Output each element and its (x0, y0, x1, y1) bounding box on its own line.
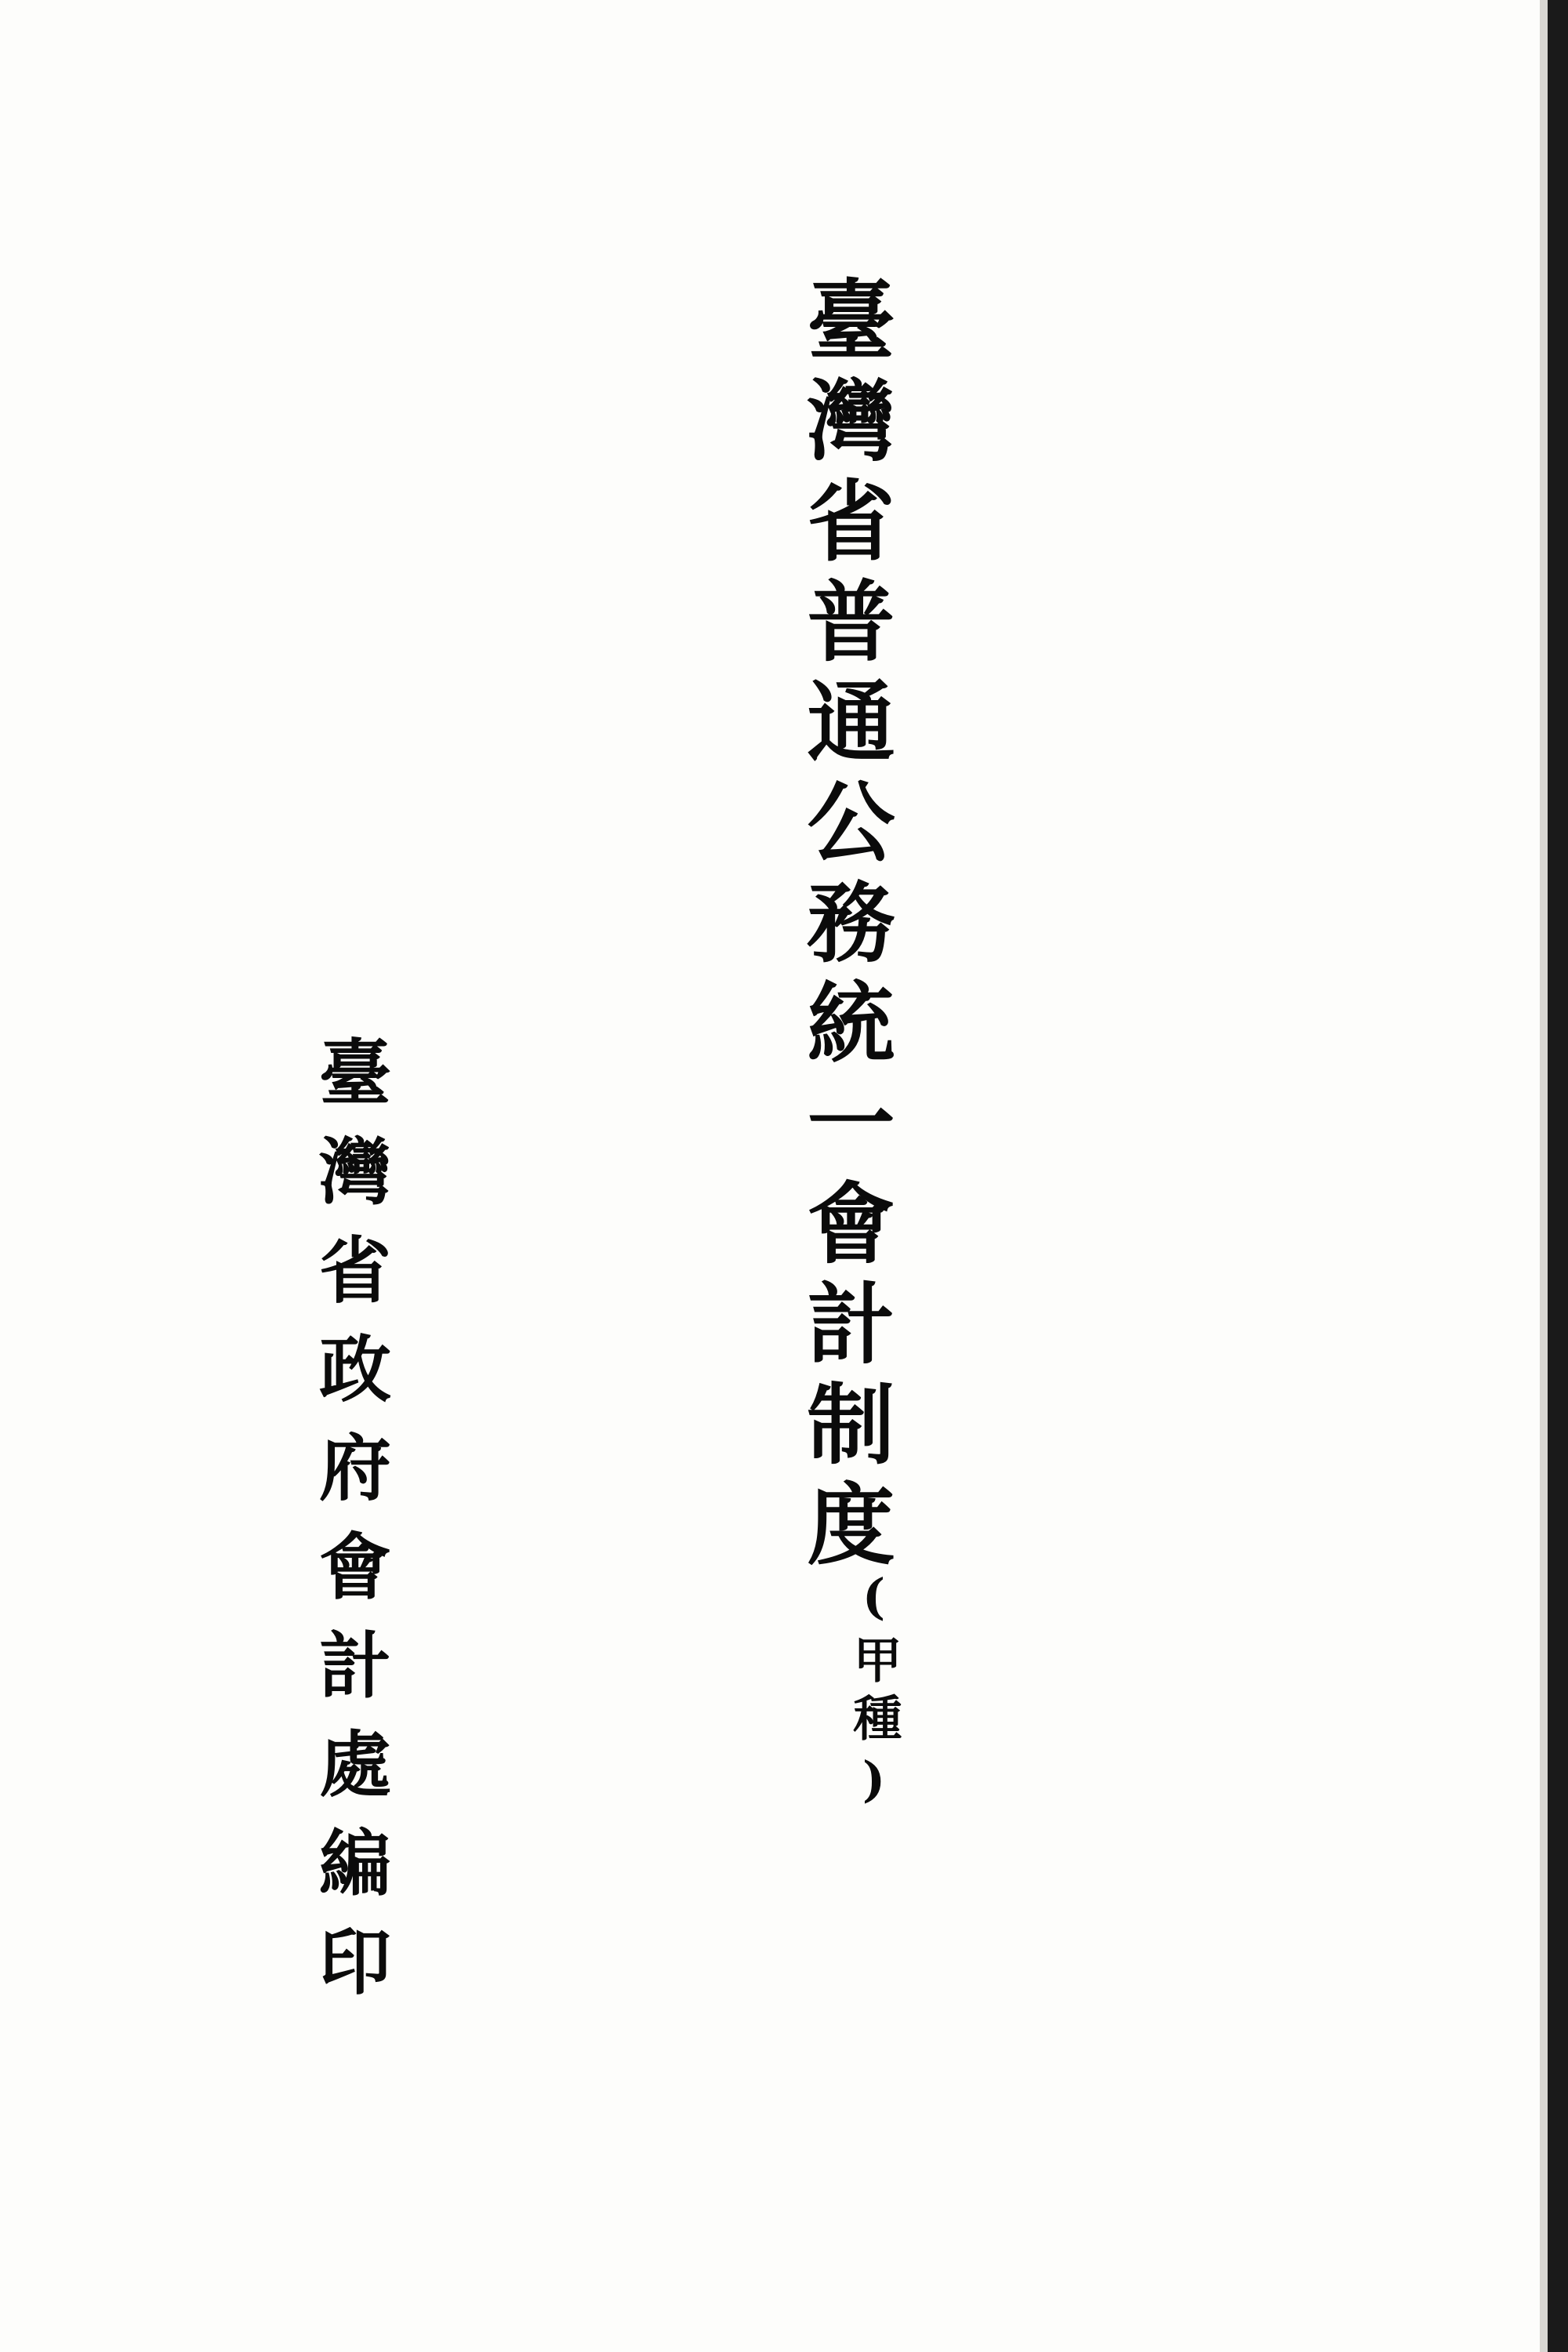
scan-gutter-shadow (1540, 0, 1548, 2352)
cover-title: 臺灣省普通公務統一會計制度 (793, 274, 895, 1579)
publisher-imprint: 臺灣省政府會計處編印 (307, 1035, 392, 2023)
scan-edge-bar (1548, 0, 1568, 2352)
edition-mark: (甲種) (845, 1568, 902, 1817)
